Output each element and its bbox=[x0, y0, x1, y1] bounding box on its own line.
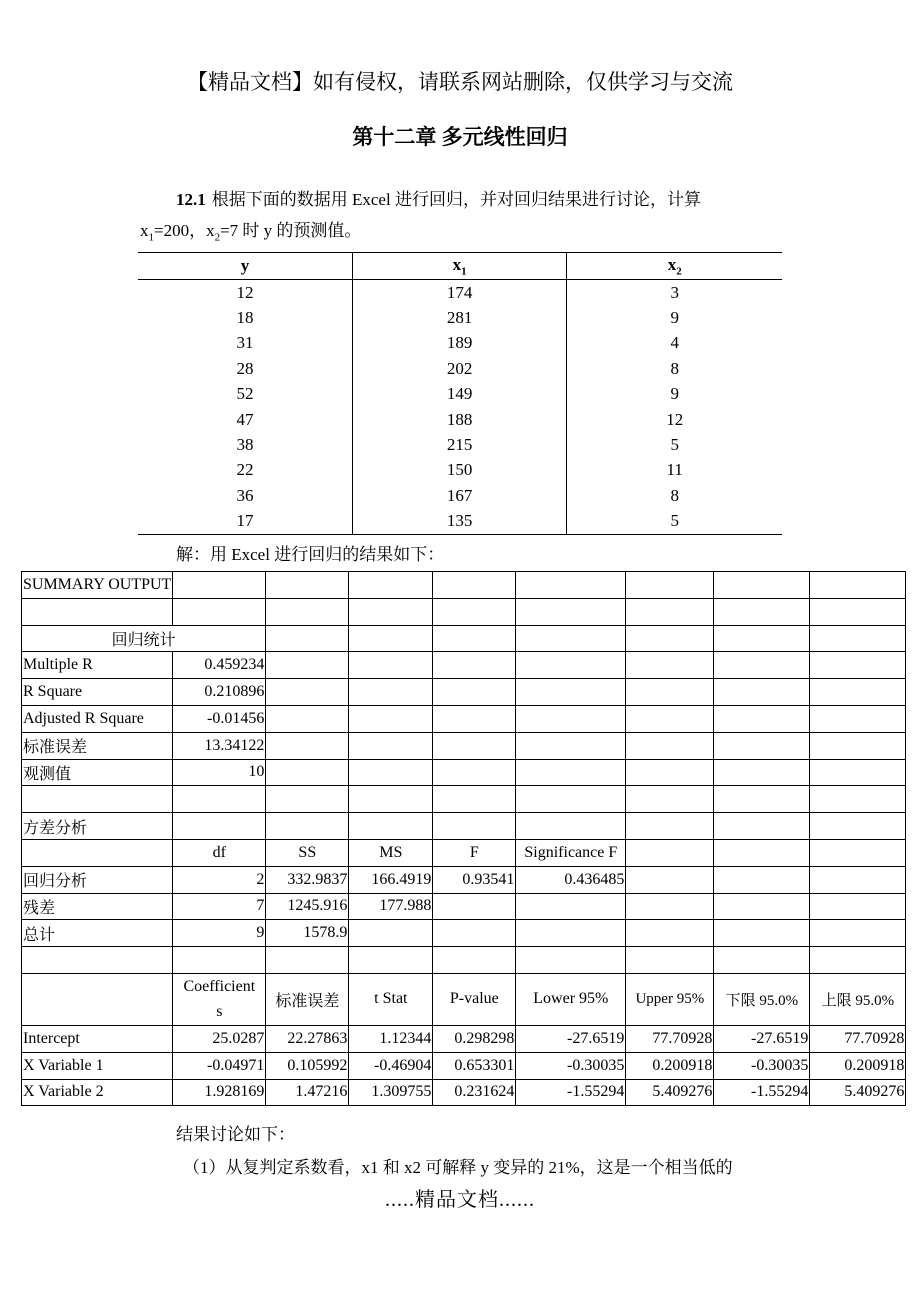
anova-f bbox=[433, 920, 516, 947]
coef-row-label: Intercept bbox=[22, 1025, 173, 1052]
data-cell: 135 bbox=[352, 509, 566, 535]
data-cell: 22 bbox=[138, 458, 352, 483]
anova-row-label: 残差 bbox=[22, 893, 173, 920]
summary-row bbox=[22, 572, 906, 599]
regression-stats-label: 回归统计 bbox=[22, 625, 266, 652]
anova-header-ms: MS bbox=[349, 839, 433, 866]
data-cell: 52 bbox=[138, 382, 352, 407]
x2-sub: 2 bbox=[214, 231, 221, 244]
coef-value: -1.55294 bbox=[714, 1079, 810, 1106]
data-cell: 5 bbox=[670, 435, 679, 455]
coef-value: 0.653301 bbox=[433, 1052, 516, 1079]
coef-row-label: X Variable 2 bbox=[22, 1079, 173, 1106]
coef-value: 1.12344 bbox=[349, 1025, 433, 1052]
anova-df: 2 bbox=[173, 866, 266, 893]
summary-output-label: SUMMARY OUTPUT bbox=[22, 572, 173, 599]
header-x2: $x_2$ bbox=[567, 253, 782, 280]
anova-f: 0.93541 bbox=[433, 866, 516, 893]
coef-value: 0.105992 bbox=[266, 1052, 349, 1079]
anova-row-label: 回归分析 bbox=[22, 866, 173, 893]
data-table-row bbox=[138, 356, 782, 381]
data-cell: 12 bbox=[666, 409, 684, 429]
x1-var: x bbox=[140, 221, 149, 240]
empty-row bbox=[22, 947, 906, 974]
data-cell: 17 bbox=[138, 509, 352, 535]
anova-sig: 0.436485 bbox=[516, 866, 626, 893]
data-cell: 12 bbox=[138, 280, 352, 306]
data-table-row bbox=[138, 331, 782, 356]
coef-header-coefficients: Coefficient s bbox=[173, 973, 266, 1025]
anova-df: 7 bbox=[173, 893, 266, 920]
data-cell: 188 bbox=[352, 407, 566, 432]
data-cell: 174 bbox=[352, 280, 566, 306]
stats-row bbox=[22, 652, 906, 679]
data-table-row bbox=[138, 509, 782, 535]
problem-number: 12.1 bbox=[176, 190, 206, 209]
x2-value: =7 时 y 的预测值。 bbox=[220, 221, 362, 240]
stats-row bbox=[22, 705, 906, 732]
x1-value: =200， bbox=[154, 221, 207, 240]
coef-header: P-value bbox=[433, 973, 516, 1025]
anova-row bbox=[22, 920, 906, 947]
anova-ss: 1578.9 bbox=[266, 920, 349, 947]
anova-row bbox=[22, 893, 906, 920]
data-cell: 28 bbox=[138, 356, 352, 381]
solution-text: 解：用 Excel 进行回归的结果如下： bbox=[176, 545, 445, 564]
empty-row bbox=[22, 786, 906, 813]
data-cell: 31 bbox=[138, 331, 352, 356]
x1-sub: 1 bbox=[148, 231, 154, 244]
stat-label: R Square bbox=[22, 679, 173, 706]
stat-label: 观测值 bbox=[22, 759, 173, 786]
data-table-row bbox=[138, 305, 782, 330]
coef-value: 1.47216 bbox=[266, 1079, 349, 1106]
data-cell: 150 bbox=[352, 458, 566, 483]
data-cell: 167 bbox=[352, 483, 566, 508]
stat-label: 标准误差 bbox=[22, 732, 173, 759]
excel-regression-output bbox=[21, 571, 906, 1106]
data-cell: 189 bbox=[352, 331, 566, 356]
coef-value: -0.04971 bbox=[173, 1052, 266, 1079]
data-cell: 215 bbox=[352, 432, 566, 457]
anova-label: 方差分析 bbox=[22, 813, 173, 840]
empty-row bbox=[22, 598, 906, 625]
coef-value: 22.27863 bbox=[266, 1025, 349, 1052]
data-cell: 38 bbox=[138, 432, 352, 457]
anova-header-row bbox=[22, 839, 906, 866]
coef-header: 标准误差 bbox=[266, 973, 349, 1025]
stat-label: Multiple R bbox=[22, 652, 173, 679]
page-header: 【精品文档】如有侵权，请联系网站删除，仅供学习与交流 bbox=[187, 70, 733, 94]
coef-header-row bbox=[22, 973, 906, 1025]
coef-header: t Stat bbox=[349, 973, 433, 1025]
anova-label-row bbox=[22, 813, 906, 840]
coef-value: -1.55294 bbox=[516, 1079, 626, 1106]
data-table-row bbox=[138, 432, 782, 457]
anova-ms: 177.988 bbox=[349, 893, 433, 920]
regression-stats-row bbox=[22, 625, 906, 652]
header-x1: $x_1$ bbox=[352, 253, 566, 280]
stats-row bbox=[22, 679, 906, 706]
data-cell: 8 bbox=[670, 485, 679, 505]
problem-text: 根据下面的数据用 Excel 进行回归，并对回归结果进行讨论，计算 bbox=[211, 190, 701, 209]
chapter-title: 第十二章 多元线性回归 bbox=[352, 125, 568, 149]
coef-row bbox=[22, 1052, 906, 1079]
anova-ss: 1245.916 bbox=[266, 893, 349, 920]
coef-value: 1.928169 bbox=[173, 1079, 266, 1106]
data-cell: 47 bbox=[138, 407, 352, 432]
stat-value: 13.34122 bbox=[173, 732, 266, 759]
anova-header-ss: SS bbox=[266, 839, 349, 866]
coef-value: 0.200918 bbox=[626, 1052, 714, 1079]
data-table-row bbox=[138, 382, 782, 407]
coef-value: -0.30035 bbox=[714, 1052, 810, 1079]
discussion-point-1: （1）从复判定系数看，x1 和 x2 可解释 y 变异的 21%，这是一个相当低的 bbox=[183, 1158, 733, 1177]
data-cell: 8 bbox=[670, 358, 679, 378]
coef-value: 5.409276 bbox=[626, 1079, 714, 1106]
data-cell: 9 bbox=[670, 308, 679, 328]
anova-ss: 332.9837 bbox=[266, 866, 349, 893]
data-table-row bbox=[138, 483, 782, 508]
coef-header: Upper 95% bbox=[626, 973, 714, 1025]
data-cell: 11 bbox=[666, 460, 683, 480]
anova-sig bbox=[516, 920, 626, 947]
coef-header: Lower 95% bbox=[516, 973, 626, 1025]
data-cell: 36 bbox=[138, 483, 352, 508]
coef-value: 1.309755 bbox=[349, 1079, 433, 1106]
data-cell: 9 bbox=[670, 384, 679, 404]
anova-f bbox=[433, 893, 516, 920]
coef-row bbox=[22, 1025, 906, 1052]
coef-value: -0.46904 bbox=[349, 1052, 433, 1079]
anova-sig bbox=[516, 893, 626, 920]
discussion-heading: 结果讨论如下： bbox=[176, 1125, 295, 1144]
coef-value: 5.409276 bbox=[810, 1079, 906, 1106]
coef-row-label: X Variable 1 bbox=[22, 1052, 173, 1079]
data-table-row bbox=[138, 458, 782, 483]
problem-statement bbox=[140, 184, 785, 253]
stat-value: 10 bbox=[173, 759, 266, 786]
stats-row bbox=[22, 759, 906, 786]
x2-var: x bbox=[206, 221, 215, 240]
header-y: y bbox=[138, 253, 352, 280]
data-cell: 149 bbox=[352, 382, 566, 407]
stat-value: 0.459234 bbox=[173, 652, 266, 679]
data-cell: 281 bbox=[352, 305, 566, 330]
page-footer: .....精品文档...... bbox=[385, 1189, 535, 1211]
anova-row-label: 总计 bbox=[22, 920, 173, 947]
data-cell: 18 bbox=[138, 305, 352, 330]
data-table-row bbox=[138, 407, 782, 432]
anova-header-sig: Significance F bbox=[516, 839, 626, 866]
data-cell: 3 bbox=[670, 282, 679, 302]
stat-label: Adjusted R Square bbox=[22, 705, 173, 732]
coef-value: 77.70928 bbox=[626, 1025, 714, 1052]
data-table-row bbox=[138, 280, 782, 306]
anova-df: 9 bbox=[173, 920, 266, 947]
coef-value: -27.6519 bbox=[714, 1025, 810, 1052]
data-cell: 5 bbox=[567, 509, 782, 535]
coef-value: -0.30035 bbox=[516, 1052, 626, 1079]
coef-value: 0.298298 bbox=[433, 1025, 516, 1052]
anova-header-df: df bbox=[173, 839, 266, 866]
data-table bbox=[138, 252, 782, 535]
coef-value: 0.231624 bbox=[433, 1079, 516, 1106]
coef-value: -27.6519 bbox=[516, 1025, 626, 1052]
coef-value: 25.0287 bbox=[173, 1025, 266, 1052]
anova-ms bbox=[349, 920, 433, 947]
data-table-header bbox=[138, 253, 782, 280]
stats-row bbox=[22, 732, 906, 759]
anova-row bbox=[22, 866, 906, 893]
anova-header-f: F bbox=[433, 839, 516, 866]
coef-value: 0.200918 bbox=[810, 1052, 906, 1079]
anova-ms: 166.4919 bbox=[349, 866, 433, 893]
data-cell: 202 bbox=[352, 356, 566, 381]
coef-value: 77.70928 bbox=[810, 1025, 906, 1052]
coef-header: 下限 95.0% bbox=[714, 973, 810, 1025]
coef-header: 上限 95.0% bbox=[810, 973, 906, 1025]
data-cell: 4 bbox=[670, 333, 679, 353]
coef-row bbox=[22, 1079, 906, 1106]
stat-value: -0.01456 bbox=[173, 705, 266, 732]
stat-value: 0.210896 bbox=[173, 679, 266, 706]
